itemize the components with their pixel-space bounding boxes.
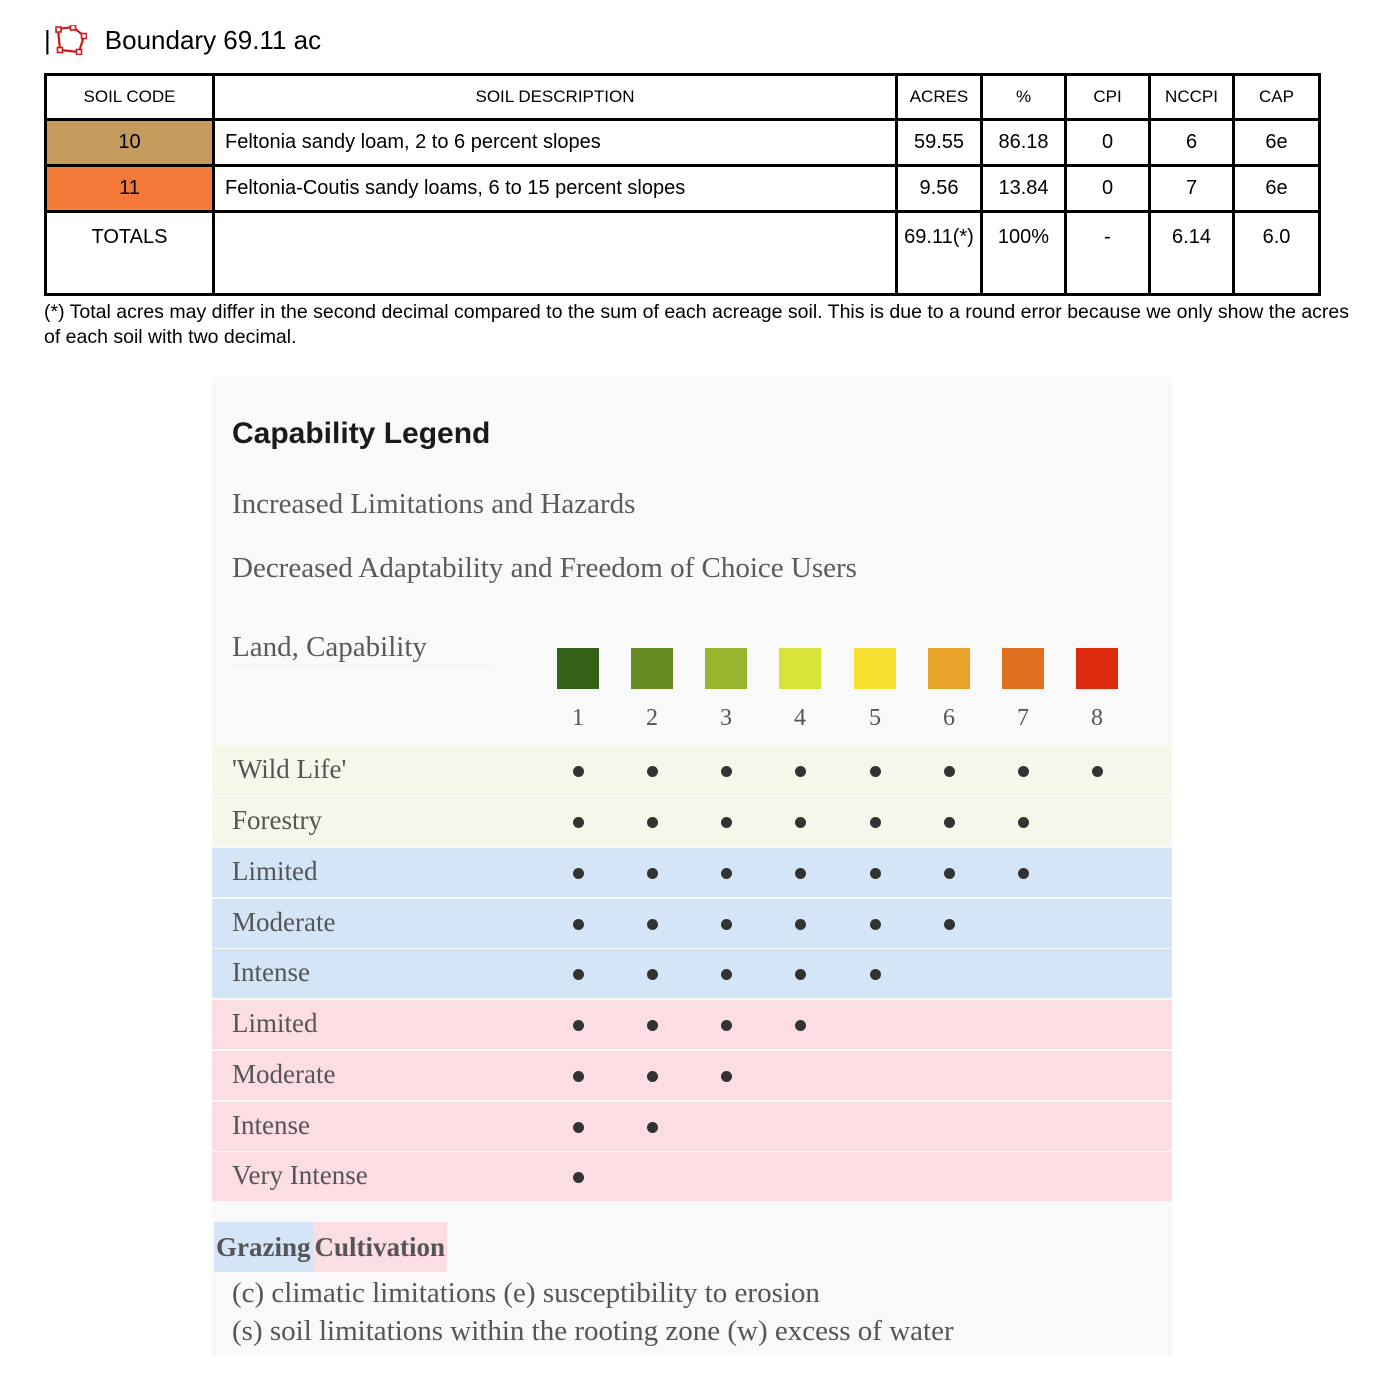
suitability-dot [721, 1071, 732, 1082]
capability-class-number: 7 [1017, 705, 1029, 731]
cap-cell: 6e [1234, 120, 1320, 166]
nccpi-cell: 6 [1150, 120, 1234, 166]
suitability-dot [1018, 817, 1029, 828]
capability-class-number: 2 [646, 705, 658, 731]
totals-acres: 69.11(*) [897, 212, 982, 295]
percent-cell: 13.84 [982, 166, 1066, 212]
acreage-footnote: (*) Total acres may differ in the second decimal compared to the sum of each acreage soil. This is due to a round error because we only show the acres of each soil with two decimal. [44, 301, 1350, 348]
suitability-dot [647, 868, 658, 879]
legend-row-label: Intense [232, 1110, 310, 1140]
soil-description-cell: Feltonia-Coutis sandy loams, 6 to 15 percent slopes [214, 166, 897, 212]
suitability-dot [647, 1020, 658, 1031]
suitability-dot [647, 1071, 658, 1082]
suitability-dot [944, 868, 955, 879]
land-capability-label: Land, Capability [232, 631, 427, 663]
capability-class-number: 6 [943, 705, 955, 731]
suitability-dot [870, 969, 881, 980]
suitability-dot [944, 919, 955, 930]
suitability-dot [573, 1071, 584, 1082]
suitability-dot [795, 817, 806, 828]
capability-class-4-swatch [779, 648, 821, 689]
suitability-dot [647, 969, 658, 980]
legend-row-wild [212, 746, 1172, 795]
col-header-soil-description: SOIL DESCRIPTION [214, 75, 897, 120]
suitability-dot [795, 1020, 806, 1031]
boundary-title: Boundary 69.11 ac [104, 25, 322, 55]
capability-class-number: 3 [720, 705, 732, 731]
suitability-dot [795, 969, 806, 980]
totals-cap: 6.0 [1234, 212, 1320, 295]
suitability-dot [721, 868, 732, 879]
suitability-dot [573, 969, 584, 980]
suitability-dot [870, 868, 881, 879]
suitability-dot [721, 766, 732, 777]
cpi-cell: 0 [1066, 166, 1150, 212]
cultivation-tag: Cultivation [313, 1222, 448, 1272]
legend-subtitle-adaptability: Decreased Adaptability and Freedom of Choice Users [232, 552, 857, 584]
table-header-row [46, 75, 1320, 120]
suitability-dot [647, 817, 658, 828]
legend-row-label: Moderate [232, 907, 336, 937]
suitability-dot [870, 766, 881, 777]
acres-cell: 9.56 [897, 166, 982, 212]
boundary-polygon-icon [55, 25, 87, 55]
capability-class-8-swatch [1076, 648, 1118, 689]
legend-title: Capability Legend [232, 417, 491, 450]
col-header-percent: % [982, 75, 1066, 120]
cpi-cell: 0 [1066, 120, 1150, 166]
suitability-dot [573, 919, 584, 930]
table-row [46, 166, 1320, 212]
capability-class-7-swatch [1002, 648, 1044, 689]
suitability-dot [944, 817, 955, 828]
suitability-dot [795, 766, 806, 777]
suitability-dot [573, 1122, 584, 1133]
legend-row-wild [212, 797, 1172, 846]
legend-row-cultivation [212, 1000, 1172, 1049]
suitability-dot [1018, 766, 1029, 777]
capability-legend [212, 377, 1172, 1357]
suitability-dot [944, 766, 955, 777]
suitability-dot [870, 817, 881, 828]
legend-subtitle-limitations: Increased Limitations and Hazards [232, 488, 636, 520]
suitability-dot [795, 868, 806, 879]
cap-cell: 6e [1234, 166, 1320, 212]
legend-note-climatic-erosion: (c) climatic limitations (e) susceptibility to erosion [232, 1277, 820, 1309]
legend-row-label: Very Intense [232, 1160, 368, 1190]
nccpi-cell: 7 [1150, 166, 1234, 212]
totals-label: TOTALS [46, 212, 214, 295]
col-header-cap: CAP [1234, 75, 1320, 120]
acres-cell: 59.55 [897, 120, 982, 166]
col-header-cpi: CPI [1066, 75, 1150, 120]
capability-class-1-swatch [557, 648, 599, 689]
suitability-dot [573, 817, 584, 828]
legend-row-label: Forestry [232, 805, 322, 835]
suitability-dot [795, 919, 806, 930]
suitability-dot [870, 919, 881, 930]
soil-description-cell: Feltonia sandy loam, 2 to 6 percent slopes [214, 120, 897, 166]
suitability-dot [721, 817, 732, 828]
legend-row-grazing [212, 899, 1172, 948]
suitability-dot [721, 919, 732, 930]
totals-row [46, 212, 1320, 295]
legend-note-soil-water: (s) soil limitations within the rooting zone (w) excess of water [232, 1315, 954, 1347]
soil-table [44, 73, 1321, 296]
totals-nccpi: 6.14 [1150, 212, 1234, 295]
suitability-dot [573, 868, 584, 879]
legend-row-label: Limited [232, 856, 318, 886]
totals-cpi: - [1066, 212, 1150, 295]
suitability-dot [647, 766, 658, 777]
suitability-dot [573, 1172, 584, 1183]
capability-class-number: 5 [869, 705, 881, 731]
legend-row-label: Intense [232, 957, 310, 987]
capability-class-3-swatch [705, 648, 747, 689]
col-header-nccpi: NCCPI [1150, 75, 1234, 120]
legend-row-cultivation [212, 1152, 1172, 1201]
capability-class-number: 8 [1091, 705, 1103, 731]
divider [232, 665, 490, 666]
header [44, 22, 321, 58]
suitability-dot [721, 969, 732, 980]
col-header-acres: ACRES [897, 75, 982, 120]
capability-class-number: 4 [794, 705, 806, 731]
capability-class-5-swatch [854, 648, 896, 689]
legend-row-grazing [212, 848, 1172, 897]
legend-row-grazing [212, 949, 1172, 998]
grazing-tag: Grazing [214, 1222, 313, 1272]
suitability-dot [573, 1020, 584, 1031]
soil-code-cell: 10 [46, 120, 214, 166]
capability-class-6-swatch [928, 648, 970, 689]
percent-cell: 86.18 [982, 120, 1066, 166]
suitability-dot [721, 1020, 732, 1031]
totals-percent: 100% [982, 212, 1066, 295]
col-header-soil-code: SOIL CODE [46, 75, 214, 120]
table-row [46, 120, 1320, 166]
suitability-dot [573, 766, 584, 777]
legend-row-cultivation [212, 1102, 1172, 1151]
legend-row-label: Limited [232, 1008, 318, 1038]
soil-code-cell: 11 [46, 166, 214, 212]
legend-row-label: 'Wild Life' [232, 754, 347, 784]
capability-class-number: 1 [572, 705, 584, 731]
suitability-dot [647, 1122, 658, 1133]
legend-row-label: Moderate [232, 1059, 336, 1089]
suitability-dot [647, 919, 658, 930]
suitability-dot [1092, 766, 1103, 777]
header-separator: | [44, 25, 51, 55]
group-tags [214, 1222, 447, 1272]
totals-description [214, 212, 897, 295]
capability-class-2-swatch [631, 648, 673, 689]
legend-row-cultivation [212, 1051, 1172, 1100]
suitability-dot [1018, 868, 1029, 879]
